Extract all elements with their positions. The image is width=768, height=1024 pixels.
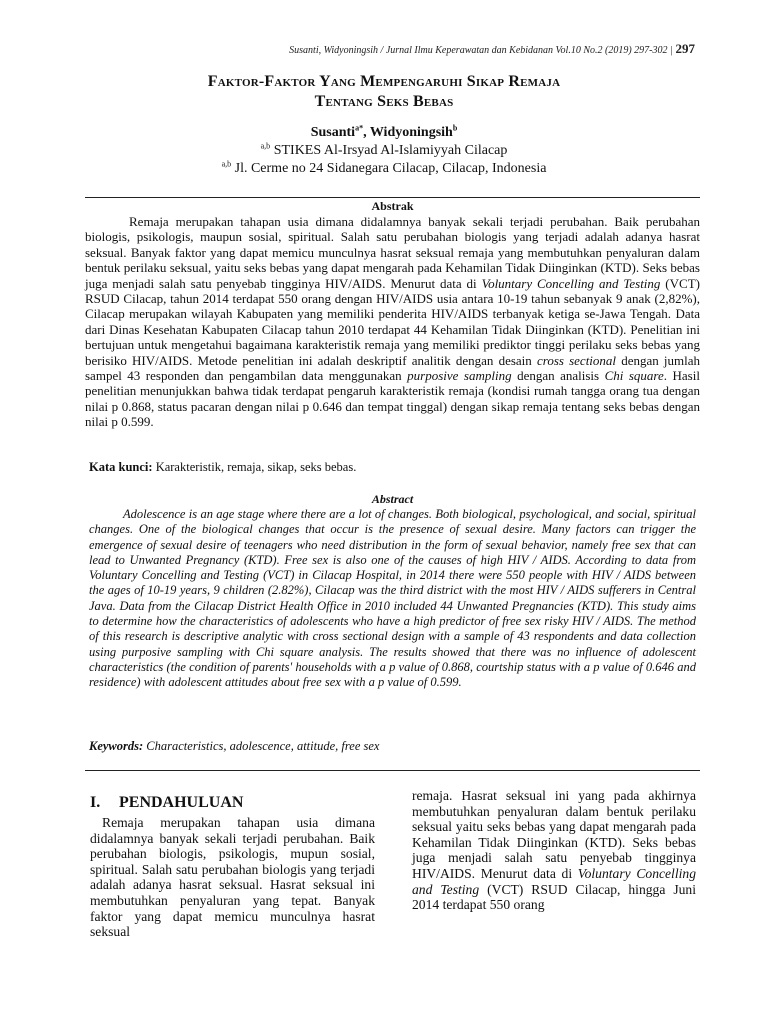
abstrak-part-5: . Hasil penelitian menunjukkan bahwa tidak terdapat pengaruh karakteristik remaja (kondisi rumah tangga orang tua dengan nilai p 0.868, status pacaran dengan nilai p 0.646 dan tempat tinggal) dengan sikap remaja tentang seks bebas dengan nilai p 0.599. — [85, 368, 700, 430]
author-2-sup: b — [452, 123, 458, 133]
right-column — [412, 788, 696, 913]
affiliation-1-sup: a,b — [260, 141, 271, 151]
right-column-text-2: (VCT) RSUD Cilacap, hingga Juni 2014 terdapat 550 orang — [412, 881, 696, 913]
abstrak-chi-square: Chi square — [604, 368, 664, 384]
abstrak-cross-sectional: cross sectional — [536, 352, 617, 368]
bottom-divider — [85, 770, 700, 771]
section-number: I. — [90, 794, 101, 811]
left-column-text: Remaja merupakan tahapan usia dimana didalamnya banyak sekali terjadi perubahan. Baik perubahan biologis, psikologis, mupun sosial, spiritual. Salah satu perubahan biologis yang terjadi adalah adanya hasrat seksual. Hasrat seksual ini membutuhkan penyaluran yang tepat. Banyak faktor yang dapat memicu munculnya hasrat seksual — [90, 815, 375, 940]
affiliation-1-text: STIKES Al-Irsyad Al-Islamiyyah Cilacap — [270, 143, 508, 158]
right-column-vct: Voluntary Concelling and Testing — [412, 865, 696, 897]
abstrak-heading: Abstrak — [371, 199, 414, 213]
kata-kunci-text: Karakteristik, remaja, sikap, seks bebas. — [152, 460, 357, 474]
author-names — [0, 124, 768, 142]
abstrak-part-1: Remaja merupakan tahapan usia dimana didalamnya banyak sekali terjadi perubahan. Baik perubahan biologis, psikologis, maupun sosial, spiritual. Salah satu perubahan biologis yang terjadi adalah adanya hasrat seksual. Banyak faktor yang dapat memicu munculnya hasrat seksual remaja yang membutuhkan penyaluran dalam bentuk perilaku seksual, yaitu seks bebas yang dapat mengarah pada Kehamilan Tidak Diinginkan (KTD). Seks bebas juga menjadi salah satu penyebab tingginya HIV/AIDS. Menurut data di — [85, 214, 700, 291]
keywords-en — [89, 739, 699, 754]
abstrak-part-4: dengan analisis — [511, 368, 605, 384]
author-2: Widyoningsih — [369, 125, 453, 140]
title-line-1: Faktor-Faktor Yang Mempengaruhi Sikap Remaja — [207, 73, 561, 90]
author-separator: , — [363, 125, 370, 140]
paper-title — [0, 72, 768, 112]
page-number: 297 — [675, 41, 695, 56]
abstrak-text — [85, 214, 700, 430]
section-heading — [90, 794, 243, 812]
abstract-body: Adolescence is an age stage where there are a lot of changes. Both biological, psychological, and social, spiritual changes. One of the biological changes that occur is the presence of sexual desire. Many factors can trigger the emergence of sexual desire of teenagers who need distribution in the form of sexual behavior, namely free sex that can lead to Unwanted Pregnancy (KTD). Free sex is also one of the causes of high HIV / AIDS. According to data from Voluntary Concelling and Testing (VCT) in Cilacap Hospital, in 2014 there were 550 people with HIV / AIDS between the ages of 10-19 years, 9 children (2.82%), Cilacap was the third district with the most HIV / AIDS sufferers in Central Java. Data from the Cilacap District Health Office in 2010 included 44 Unwanted Pregnancies (KTD). This study aims to determine how the characteristics of adolescents who have a high predictor of free sex risky HIV / AIDS. The method of this research is descriptive analytic with cross sectional design with a sample of 43 respondents and data collection using purposive sampling with Chi square analysis. The results showed that there was no influence of adolescent characteristics (the condition of parents' households with a p value of 0.868, courtship status with a p value of 0.646 and residence) with adolescent attitudes about free sex with a p value of 0.599. — [89, 507, 696, 690]
author-1-sup: a* — [355, 123, 364, 133]
abstrak-part-2: (VCT) RSUD Cilacap, tahun 2014 terdapat 550 orang dengan HIV/AIDS usia antara 10-19 tahun sebanyak 9 anak (2,82%), Cilacap merupakan wilayah Kabupaten yang memiliki penderita HIV/AIDS terbanyak ketiga se-Jawa Tengah. Data dari Dinas Kesehatan Kabupaten Cilacap tahun 2010 terdapat 44 Kehamilan Tidak Diinginkan (KTD). Penelitian ini bertujuan untuk mengetahui bagaimana karakteristik remaja yang memiliki prediktor tinggi perilaku seks bebas yang berisiko HIV/AIDS. Metode penelitian ini adalah deskriptif analitik dengan desain — [85, 275, 700, 368]
top-divider — [85, 197, 700, 198]
right-column-text-1: remaja. Hasrat seksual ini yang pada akhirnya membutuhkan penyaluran dalam bentuk perilaku seksual yaitu seks bebas yang dapat mengarah pada Kehamilan Tidak Diinginkan (KTD). Seks bebas juga menjadi salah satu penyebab tingginya HIV/AIDS. Menurut data di — [412, 788, 696, 881]
title-line-2: Tentang Seks Bebas — [314, 93, 454, 110]
abstrak-purposive: purposive sampling — [407, 368, 512, 384]
affiliation-2-sup: a,b — [221, 159, 232, 169]
abstrak-part-3: dengan jumlah sampel 43 responden dan pengambilan data menggunakan — [85, 352, 700, 384]
journal-citation: Susanti, Widyoningsih / Jurnal Ilmu Keperawatan dan Kebidanan Vol.10 No.2 (2019) 297-302 — [289, 45, 668, 56]
affiliation-1 — [0, 142, 768, 160]
affiliation-2 — [0, 160, 768, 178]
section-title: PENDAHULUAN — [119, 794, 244, 811]
abstract-heading: Abstract — [371, 492, 414, 506]
abstract-text — [89, 507, 696, 691]
keywords-label: Keywords: — [89, 739, 144, 753]
author-block — [0, 124, 768, 178]
kata-kunci-label: Kata kunci: — [89, 460, 153, 474]
abstrak-vct: Voluntary Concelling and Testing — [481, 275, 661, 291]
running-header — [0, 41, 695, 57]
keywords-text: Characteristics, adolescence, attitude, free sex — [143, 739, 380, 753]
kata-kunci — [89, 460, 699, 475]
left-column — [90, 815, 375, 940]
author-1: Susanti — [310, 125, 356, 140]
header-separator: | — [670, 45, 673, 56]
affiliation-2-text: Jl. Cerme no 24 Sidanegara Cilacap, Cilacap, Indonesia — [231, 161, 547, 176]
